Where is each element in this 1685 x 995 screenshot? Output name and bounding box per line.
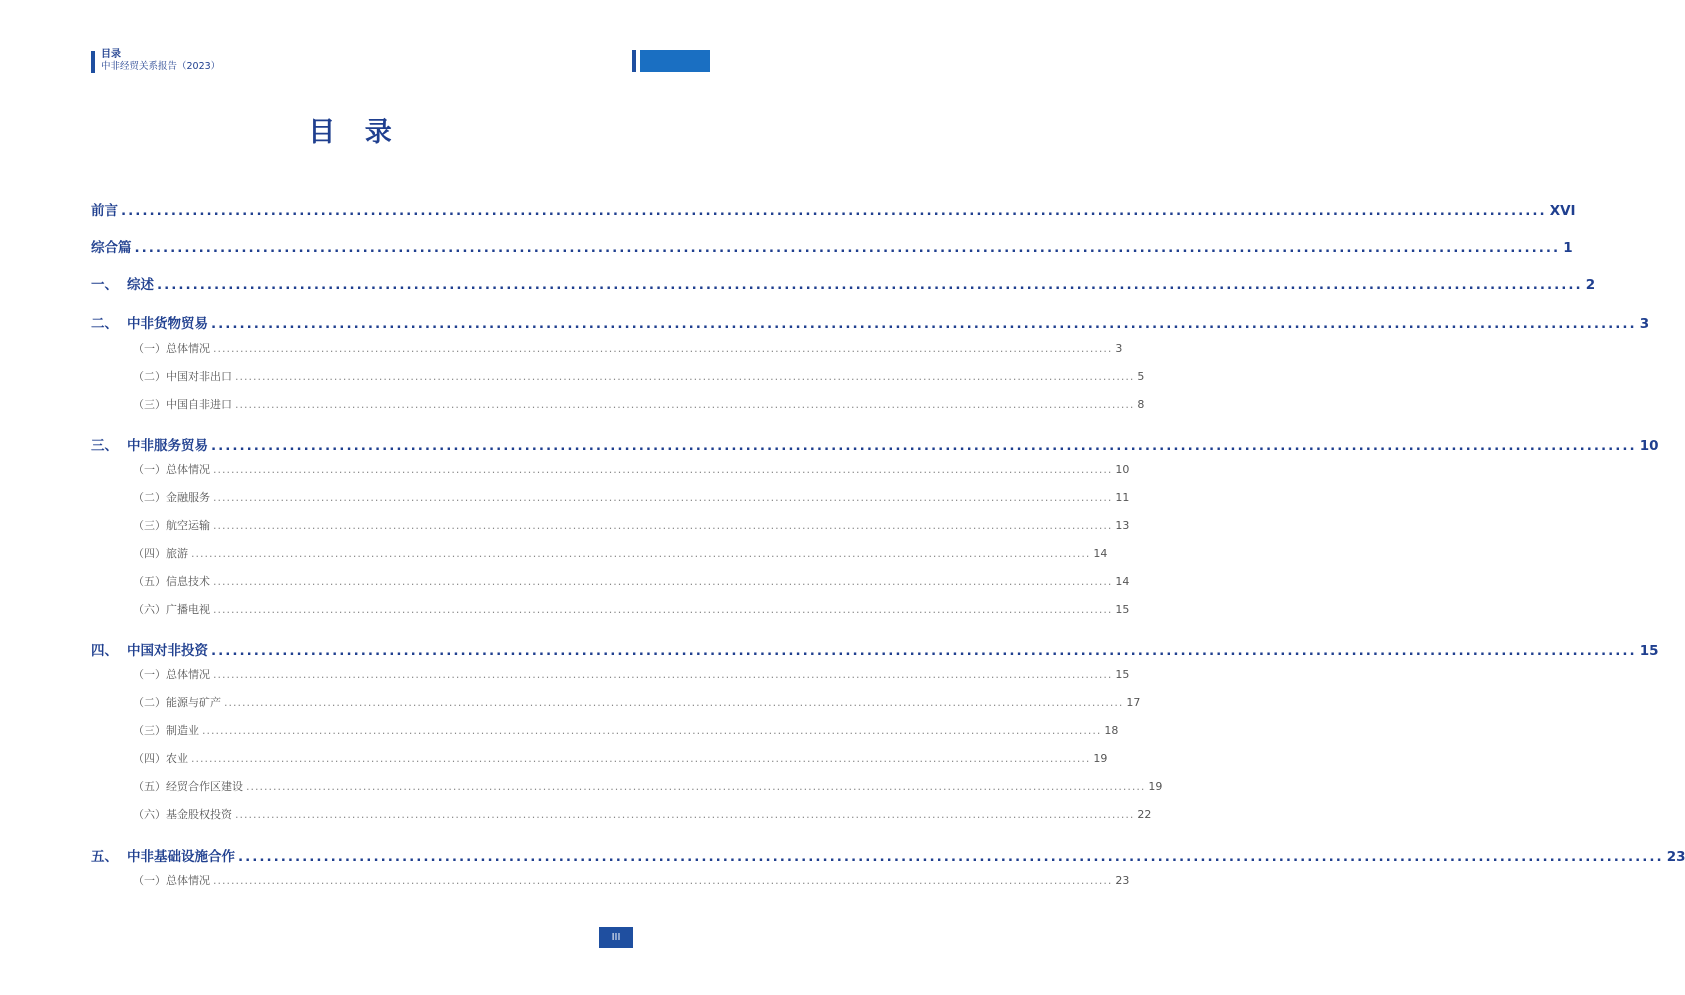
toc-entry[interactable] — [133, 368, 1145, 384]
corner-accent-block — [640, 50, 710, 72]
toc-entry-label — [133, 573, 210, 589]
toc-entry-text: 金融服务 — [166, 491, 210, 504]
toc-entry-number: （一） — [133, 668, 166, 681]
toc-entry-number: （四） — [133, 547, 166, 560]
toc-entry-text: 中非货物贸易 — [127, 316, 208, 332]
toc-entry-text: 农业 — [166, 752, 188, 765]
toc-entry[interactable] — [133, 340, 1123, 356]
toc-entry-label — [133, 750, 188, 766]
toc-entry-page: 2 — [1585, 277, 1596, 293]
toc-entry[interactable] — [133, 694, 1141, 710]
toc-entry-page: XVI — [1549, 203, 1576, 219]
toc-leader-dots: ........................................................................................................................................................................................................ — [213, 668, 1113, 681]
header-subtitle: 中非经贸关系报告（2023） — [101, 61, 221, 72]
corner-accent-bar — [632, 50, 636, 72]
header-title: 目录 — [101, 49, 121, 60]
toc-entry-text: 中国对非投资 — [127, 643, 208, 659]
toc-leader-dots: ........................................................................................................................................................................................................ — [211, 643, 1637, 659]
toc-entry-text: 总体情况 — [166, 342, 210, 355]
toc-entry[interactable] — [133, 872, 1130, 888]
toc-entry-number: （一） — [133, 463, 166, 476]
toc-entry-label — [133, 368, 232, 384]
toc-leader-dots: ........................................................................................................................................................................................................ — [211, 438, 1637, 454]
toc-entry-text: 总体情况 — [166, 463, 210, 476]
toc-entry[interactable] — [133, 517, 1130, 533]
toc-entry-label — [133, 872, 210, 888]
toc-entry-label — [133, 461, 210, 477]
toc-entry-page: 10 — [1115, 463, 1130, 476]
page-number: III — [599, 927, 633, 948]
toc-entry[interactable] — [91, 199, 1576, 219]
toc-entry-page: 3 — [1639, 316, 1650, 332]
toc-entry-label — [91, 312, 208, 332]
toc-entry-label — [91, 639, 208, 659]
toc-entry-page: 13 — [1115, 519, 1130, 532]
toc-entry-text: 中国自非进口 — [166, 398, 232, 411]
toc-entry-number: （六） — [133, 603, 166, 616]
toc-leader-dots: ........................................................................................................................................................................................................ — [157, 277, 1583, 293]
toc-entry-page: 23 — [1666, 849, 1685, 865]
toc-entry-text: 基金股权投资 — [166, 808, 232, 821]
toc-entry[interactable] — [133, 461, 1130, 477]
toc-entry-number: 一、 — [91, 277, 118, 293]
toc-entry[interactable] — [133, 573, 1130, 589]
toc-entry[interactable] — [133, 778, 1163, 794]
toc-entry-page: 17 — [1126, 696, 1141, 709]
toc-entry[interactable] — [133, 722, 1119, 738]
toc-entry-label — [133, 396, 232, 412]
toc-entry-page: 18 — [1104, 724, 1119, 737]
toc-entry-text: 总体情况 — [166, 874, 210, 887]
toc-entry[interactable] — [133, 396, 1145, 412]
toc-leader-dots: ........................................................................................................................................................................................................ — [134, 240, 1561, 256]
toc-entry-number: （一） — [133, 874, 166, 887]
toc-entry[interactable] — [91, 845, 1685, 865]
toc-entry-text: 总体情况 — [166, 668, 210, 681]
toc-entry-page: 15 — [1639, 643, 1659, 659]
toc-entry-label — [133, 545, 188, 561]
toc-entry[interactable] — [133, 750, 1108, 766]
toc-entry-text: 信息技术 — [166, 575, 210, 588]
toc-entry-label — [133, 601, 210, 617]
toc-entry-text: 经贸合作区建设 — [166, 780, 243, 793]
toc-entry[interactable] — [91, 273, 1596, 293]
toc-entry-number: （二） — [133, 491, 166, 504]
toc-entry-page: 5 — [1137, 370, 1145, 383]
toc-entry-text: 广播电视 — [166, 603, 210, 616]
toc-entry-number: 三、 — [91, 438, 118, 454]
toc-entry-label — [91, 434, 208, 454]
toc-entry-page: 11 — [1115, 491, 1130, 504]
toc-entry-page: 14 — [1093, 547, 1108, 560]
toc-entry-number: （四） — [133, 752, 166, 765]
toc-entry-number: （二） — [133, 370, 166, 383]
toc-entry-text: 前言 — [91, 203, 118, 219]
toc-entry-page: 3 — [1115, 342, 1123, 355]
toc-entry-text: 旅游 — [166, 547, 188, 560]
toc-entry-page: 23 — [1115, 874, 1130, 887]
toc-entry-page: 10 — [1639, 438, 1659, 454]
toc-entry[interactable] — [133, 806, 1152, 822]
toc-entry-page: 15 — [1115, 603, 1130, 616]
toc-entry-number: （五） — [133, 780, 166, 793]
toc-entry-page: 19 — [1148, 780, 1163, 793]
toc-entry-text: 中国对非出口 — [166, 370, 232, 383]
toc-entry-text: 中非服务贸易 — [127, 438, 208, 454]
toc-entry-number: （五） — [133, 575, 166, 588]
toc-leader-dots: ........................................................................................................................................................................................................ — [238, 849, 1664, 865]
toc-leader-dots: ........................................................................................................................................................................................................ — [191, 547, 1091, 560]
toc-entry-label — [133, 778, 243, 794]
toc-entry-label — [133, 666, 210, 682]
toc-entry-label — [133, 806, 232, 822]
toc-leader-dots: ........................................................................................................................................................................................................ — [191, 752, 1091, 765]
toc-leader-dots: ........................................................................................................................................................................................................ — [213, 519, 1113, 532]
toc-entry-page: 19 — [1093, 752, 1108, 765]
toc-entry-text: 制造业 — [166, 724, 199, 737]
toc-leader-dots: ........................................................................................................................................................................................................ — [235, 370, 1135, 383]
toc-entry-number: （三） — [133, 398, 166, 411]
toc-entry-label — [91, 199, 118, 219]
toc-entry-label — [91, 273, 154, 293]
toc-entry-number: （三） — [133, 519, 166, 532]
toc-entry[interactable] — [133, 601, 1130, 617]
page-title: 目 录 — [308, 117, 402, 148]
toc-entry[interactable] — [133, 489, 1130, 505]
toc-entry[interactable] — [133, 545, 1108, 561]
toc-entry-number: （三） — [133, 724, 166, 737]
toc-entry-number: 二、 — [91, 316, 118, 332]
toc-entry-text: 中非基础设施合作 — [127, 849, 235, 865]
toc-entry[interactable] — [133, 666, 1130, 682]
toc-entry-number: 四、 — [91, 643, 118, 659]
toc-entry-label — [91, 236, 132, 256]
toc-leader-dots: ........................................................................................................................................................................................................ — [235, 398, 1135, 411]
toc-leader-dots: ........................................................................................................................................................................................................ — [213, 874, 1113, 887]
toc-entry[interactable] — [91, 236, 1573, 256]
toc-leader-dots: ........................................................................................................................................................................................................ — [213, 603, 1113, 616]
toc-entry-label — [133, 489, 210, 505]
toc-entry-number: （一） — [133, 342, 166, 355]
toc-leader-dots: ........................................................................................................................................................................................................ — [213, 342, 1113, 355]
toc-entry[interactable] — [91, 312, 1650, 332]
toc-leader-dots: ........................................................................................................................................................................................................ — [211, 316, 1637, 332]
toc-entry-text: 综合篇 — [91, 240, 132, 256]
toc-entry-text: 综述 — [127, 277, 154, 293]
toc-entry-page: 1 — [1563, 240, 1573, 256]
toc-entry-page: 14 — [1115, 575, 1130, 588]
toc-leader-dots: ........................................................................................................................................................................................................ — [213, 463, 1113, 476]
toc-entry[interactable] — [91, 639, 1659, 659]
toc-entry-number: 五、 — [91, 849, 118, 865]
toc-leader-dots: ........................................................................................................................................................................................................ — [213, 491, 1113, 504]
toc-entry[interactable] — [91, 434, 1659, 454]
toc-entry-label — [133, 722, 199, 738]
toc-entry-number: （六） — [133, 808, 166, 821]
toc-entry-label — [133, 694, 221, 710]
toc-leader-dots: ........................................................................................................................................................................................................ — [246, 780, 1146, 793]
toc-entry-text: 航空运输 — [166, 519, 210, 532]
toc-leader-dots: ........................................................................................................................................................................................................ — [121, 203, 1547, 219]
toc-entry-label — [91, 845, 235, 865]
toc-entry-page: 15 — [1115, 668, 1130, 681]
toc-leader-dots: ........................................................................................................................................................................................................ — [224, 696, 1124, 709]
toc-entry-label — [133, 340, 210, 356]
toc-entry-number: （二） — [133, 696, 166, 709]
header-accent-bar — [91, 51, 95, 73]
toc-leader-dots: ........................................................................................................................................................................................................ — [235, 808, 1135, 821]
toc-entry-text: 能源与矿产 — [166, 696, 221, 709]
toc-leader-dots: ........................................................................................................................................................................................................ — [202, 724, 1102, 737]
toc-entry-page: 22 — [1137, 808, 1152, 821]
toc-entry-page: 8 — [1137, 398, 1145, 411]
toc-leader-dots: ........................................................................................................................................................................................................ — [213, 575, 1113, 588]
toc-entry-label — [133, 517, 210, 533]
